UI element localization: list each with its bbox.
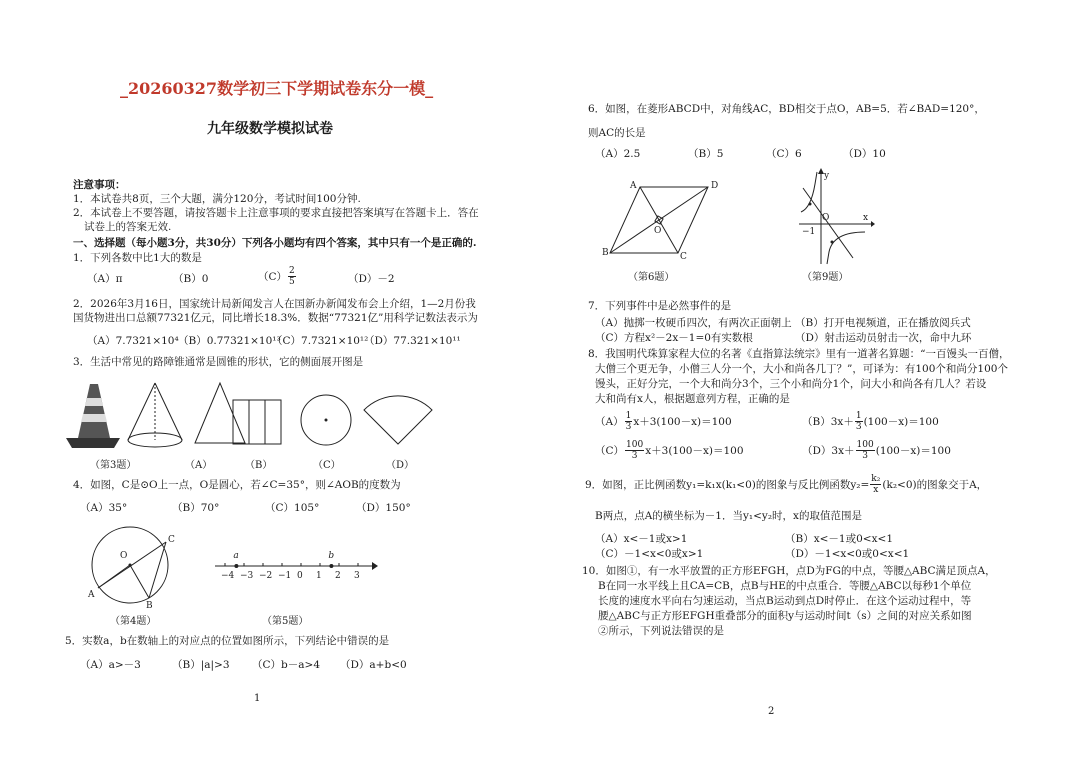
q1-option-c: （C） $\frac{2}{5}$ — [258, 266, 295, 287]
q4-caption: （第4题） — [110, 616, 157, 627]
cone-solid-figure — [128, 383, 182, 447]
number-line-tick-label: −1 — [278, 571, 292, 581]
number-line-label-a: a — [233, 551, 239, 561]
fig6-label-o: O — [654, 226, 662, 236]
q8-option-a: （A） $\frac{1}{3}$ x＋3(100－x)＝100 — [595, 411, 732, 432]
q6-option-a: （A）2.5 — [595, 148, 641, 160]
q7-option-d: （D）射击运动员射击一次，命中九环 — [795, 332, 972, 344]
traffic-cone-icon — [66, 384, 120, 448]
q9-caption: （第9题） — [802, 272, 849, 283]
q10-line-2: B在同一水平线上且CA=CB，点B与HE的中点重合．等腰△ABC以每秒1个单位 — [598, 580, 972, 592]
q4-stem: 4．如图，C是⊙O上一点，O是圆心，若∠C=35°，则∠AOB的度数为 — [73, 479, 401, 491]
q3-caption-a: （A） — [185, 460, 213, 471]
q5-caption: （第5题） — [262, 616, 309, 627]
fig4-label-b: B — [146, 601, 153, 610]
q2-option-b: （B）0.77321×10¹³ — [178, 335, 281, 347]
q4-option-d: （D）150° — [356, 502, 411, 514]
section-1-heading: 一、选择题（每小题3分，共30分）下列各小题均有四个答案，其中只有一个是正确的. — [73, 237, 477, 249]
q6-caption: （第6题） — [628, 272, 675, 283]
q3-caption-b: （B） — [245, 460, 273, 471]
number-line-tick-label: −2 — [259, 571, 273, 581]
q6-option-b: （B）5 — [688, 148, 724, 160]
q6-line-1: 6．如图，在菱形ABCD中，对角线AC，BD相交于点O，AB=5．若∠BAD=120°， — [588, 103, 985, 115]
q8-line-3: 馒头，正好分完，一个大和尚分3个，三个小和尚分1个，问大小和尚各有几人？若设 — [595, 378, 987, 390]
q8-line-1: 8．我国明代珠算家程大位的名著《直指算法统宗》里有一道著名算题：“一百馒头一百僧， — [588, 348, 1010, 360]
q1-option-d: （D）－2 — [348, 273, 395, 285]
q1-option-a: （A）π — [87, 273, 123, 285]
q10-line-1: 10．如图①，有一水平放置的正方形EFGH，点D为FG的中点，等腰△ABC满足顶点A， — [582, 565, 996, 577]
number-line-tick-label: 0 — [297, 571, 303, 581]
q3-stem: 3．生活中常见的路障锥通常是圆锥的形状，它的侧面展开图是 — [73, 356, 364, 368]
fig9-label-minus-one: −1 — [802, 227, 816, 237]
q3-figures — [60, 378, 440, 453]
fig6-label-d: D — [711, 181, 719, 191]
fig4-label-o: O — [120, 551, 128, 561]
notes-heading: 注意事项： — [73, 179, 126, 191]
q3-caption-c: （C） — [313, 460, 341, 471]
fig6-label-a: A — [630, 181, 637, 191]
q5-number-line — [210, 542, 380, 586]
q8-line-2: 大僧三个更无争，小僧三人分一个，大小和尚各几丁？”，可译为：有100个和尚分100个 — [595, 363, 1008, 375]
q10-line-3: 长度的速度水平向右匀速运动，当点B运动到点D时停止．在这个运动过程中，等 — [598, 595, 972, 607]
q1-stem: 1．下列各数中比1大的数是 — [73, 252, 202, 264]
q5-stem: 5．实数a，b在数轴上的对应点的位置如图所示，下列结论中错误的是 — [65, 635, 390, 647]
option-a-triangle — [195, 383, 245, 443]
q7-option-c: （C）方程x²－2x－1=0有实数根 — [595, 332, 753, 344]
number-line-tick-label: −4 — [221, 571, 235, 581]
q9-function-graph — [795, 168, 875, 266]
q7-option-a: （A）抛掷一枚硬币四次，有两次正面朝上 — [595, 317, 792, 329]
q6-option-d: （D）10 — [843, 148, 886, 160]
q4-option-c: （C）105° — [265, 502, 320, 514]
fig6-label-b: B — [602, 248, 609, 258]
q9-line-1: 9．如图，正比例函数y₁=k₁x(k₁<0)的图象与反比例函数y₂= $\frac{\text{k₂}}{x}$ (k₂<0)的图象交于A， — [585, 474, 988, 495]
q9-option-d: （D）－1<x<0或0<x<1 — [785, 548, 910, 560]
q2-line-2: 国货物进出口总额77321亿元，同比增长18.3%．数据“77321亿”用科学记数法表示为 — [73, 312, 478, 324]
q6-line-2: 则AC的长是 — [588, 127, 646, 139]
q8-option-d: （D）3x＋ $\frac{100}{3}$ (100－x)＝100 — [802, 440, 951, 461]
q4-circle-figure — [82, 520, 192, 610]
q8-option-b: （B）3x＋ $\frac{1}{3}$ (100－x)＝100 — [802, 411, 939, 432]
q7-option-b: （B）打开电视频道，正在播放阅兵式 — [795, 317, 971, 329]
q2-option-a: （A）7.7321×10⁴ — [87, 335, 179, 347]
q3-caption-d: （D） — [386, 460, 415, 471]
fig9-label-y: y — [824, 171, 830, 181]
fig9-label-x: x — [863, 213, 869, 223]
q7-stem: 7．下列事件中是必然事件的是 — [588, 300, 732, 312]
number-line-tick-label: 1 — [316, 571, 322, 581]
q5-option-c: （C）b－a>4 — [252, 659, 320, 671]
number-line-label-b: b — [328, 551, 335, 561]
q5-option-b: （B）|a|>3 — [172, 659, 230, 671]
q9-option-a: （A）x<－1或x>1 — [595, 533, 688, 545]
exam-page-2 — [540, 0, 1080, 766]
q5-option-d: （D）a+b<0 — [340, 659, 407, 671]
q9-option-b: （B）x<－1或0<x<1 — [785, 533, 893, 545]
q4-option-a: （A）35° — [80, 502, 128, 514]
q2-option-d: （D）77.321×10¹¹ — [364, 335, 461, 347]
q3-caption-figure: （第3题） — [90, 460, 137, 471]
q10-line-4: 腰△ABC与正方形EFGH重叠部分的面积y与运动时间t（s）之间的对应关系如图 — [598, 610, 972, 622]
q5-option-a: （A）a>－3 — [80, 659, 141, 671]
fig6-label-c: C — [680, 252, 687, 262]
option-c-circle — [301, 395, 351, 445]
q2-line-1: 2．2026年3月16日，国家统计局新闻发言人在国新办新闻发布会上介绍，1—2月份我 — [73, 298, 476, 310]
number-line-tick-label: 2 — [335, 571, 341, 581]
option-b-rectangles — [233, 400, 281, 444]
page-number-2: 2 — [768, 706, 775, 717]
note-1: 1．本试卷共8页，三个大题，满分120分，考试时间100分钟. — [73, 193, 361, 205]
q2-option-c: （C）7.7321×10¹² — [272, 335, 369, 347]
note-2: 2．本试卷上不要答题，请按答题卡上注意事项的要求直接把答案填写在答题卡上．答在 — [73, 207, 479, 219]
q8-line-4: 大和尚有x人，根据题意列方程，正确的是 — [595, 393, 790, 405]
fig4-label-a: A — [88, 590, 95, 600]
exam-title: 九年级数学模拟试卷 — [207, 121, 333, 137]
q4-option-b: （B）70° — [172, 502, 220, 514]
number-line-tick-label: 3 — [354, 571, 360, 581]
q6-option-c: （C）6 — [766, 148, 802, 160]
fig4-label-c: C — [168, 535, 175, 545]
number-line-tick-label: −3 — [240, 571, 254, 581]
q10-line-5: ②所示，下列说法错误的是 — [598, 625, 724, 637]
q9-option-c: （C）－1<x<0或x>1 — [595, 548, 704, 560]
option-d-sector — [364, 396, 432, 444]
fig9-label-o: O — [822, 213, 830, 223]
page-number-1: 1 — [254, 693, 261, 704]
stamp-title: _20260327数学初三下学期试卷东分一模_ — [120, 79, 434, 98]
number-line-point-b — [329, 564, 333, 568]
q6-rhombus-figure — [598, 175, 728, 263]
q1-fraction: $\frac{2}{5}$ — [289, 266, 295, 287]
q9-line-2: B两点，点A的横坐标为－1．当y₁<y₂时，x的取值范围是 — [595, 510, 862, 522]
note-2-cont: 试卷上的答案无效. — [84, 221, 172, 233]
q1-option-b: （B）0 — [173, 273, 209, 285]
q8-option-c: （C） $\frac{100}{3}$ x＋3(100－x)＝100 — [595, 440, 744, 461]
number-line-point-a — [234, 564, 238, 568]
